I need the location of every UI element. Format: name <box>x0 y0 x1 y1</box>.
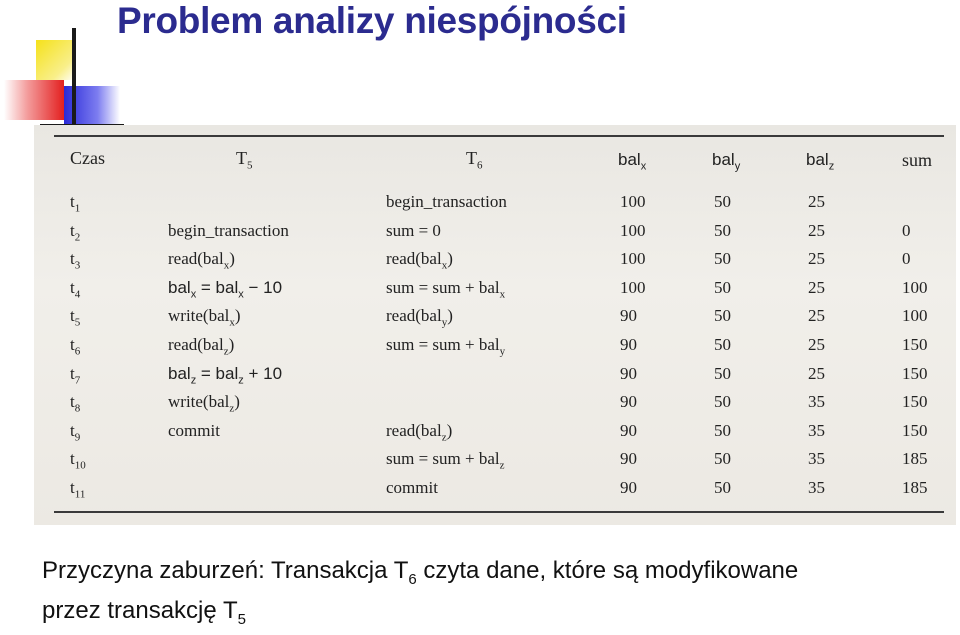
sum-value-cell: 185 <box>902 478 928 497</box>
balz-value-cell: 25 <box>808 192 825 211</box>
baly-value-cell: 50 <box>714 249 731 269</box>
balx-value-cell: 100 <box>620 277 646 297</box>
balx-value-cell: 90 <box>620 363 637 383</box>
baly-value-cell: 50 <box>714 220 731 240</box>
balz-value-cell: 25 <box>808 249 825 269</box>
baly-value-cell: 50 <box>714 392 731 412</box>
time-cell: $t_2$ <box>70 220 81 243</box>
time-cell: $t_{11}$ <box>70 478 86 501</box>
baly-value-cell: 50 <box>714 449 731 469</box>
balz-value-cell: 35 <box>808 449 825 469</box>
t6-operation-cell: sum = sum + bal$_z$ <box>386 449 505 472</box>
balz-value-cell: 35 <box>808 420 825 440</box>
t5-operation-cell: bal$_x$ = bal$_x$ − 10 <box>168 277 283 301</box>
baly-value-cell: 50 <box>714 192 731 211</box>
balx-value-cell: 90 <box>620 306 637 326</box>
time-cell: $t_3$ <box>70 249 81 272</box>
balx-value-cell: 90 <box>620 392 637 412</box>
baly-value-cell: 50 <box>714 363 731 383</box>
t6-operation-cell: sum = sum + bal$_x$ <box>386 277 506 301</box>
t6-operation-cell: read(bal$_x$) <box>386 249 453 272</box>
sum-value-cell: 100 <box>902 306 928 326</box>
t5-operation-cell: read(bal$_z$) <box>168 335 235 358</box>
header-t5: $T_5$ <box>236 148 253 172</box>
sum-value-cell: 150 <box>902 363 928 383</box>
balx-value-cell: 100 <box>620 249 646 269</box>
header-balz: bal$_z$ <box>806 150 835 173</box>
balx-value-cell: 90 <box>620 420 637 440</box>
sum-value-cell: 150 <box>902 335 928 354</box>
balz-value-cell: 25 <box>808 335 825 354</box>
t6-operation-cell: read(bal$_z$) <box>386 420 453 444</box>
time-cell: $t_9$ <box>70 420 81 444</box>
t5-operation-cell: bal$_z$ = bal$_z$ + 10 <box>168 363 283 386</box>
time-cell: $t_{10}$ <box>70 449 86 472</box>
t5-operation-cell: read(bal$_x$) <box>168 249 235 272</box>
balz-value-cell: 35 <box>808 392 825 412</box>
sum-value-cell: 0 <box>902 220 911 240</box>
sum-value-cell: 100 <box>902 277 928 297</box>
sum-value-cell: 150 <box>902 392 928 412</box>
balz-value-cell: 25 <box>808 220 825 240</box>
t6-operation-cell: sum = sum + bal$_y$ <box>386 335 506 358</box>
t5-operation-cell: write(bal$_x$) <box>168 306 241 329</box>
balx-value-cell: 100 <box>620 220 646 240</box>
header-czas: Czas <box>70 148 105 168</box>
time-cell: $t_8$ <box>70 392 81 415</box>
caption: Przyczyna zaburzeń: Transakcja $T_6$ czyta dane, które są modyfikowane przez transakcję $T_5$ <box>42 557 799 628</box>
t6-operation-cell: commit <box>386 478 438 497</box>
header-balx: bal$_x$ <box>618 150 647 173</box>
baly-value-cell: 50 <box>714 277 731 297</box>
baly-value-cell: 50 <box>714 420 731 440</box>
time-cell: $t_1$ <box>70 192 81 215</box>
t6-operation-cell: begin_transaction <box>386 192 507 211</box>
t5-operation-cell: write(bal$_z$) <box>168 392 240 415</box>
sum-value-cell: 0 <box>902 249 911 269</box>
balx-value-cell: 100 <box>620 192 646 211</box>
header-baly: bal$_y$ <box>712 150 741 173</box>
schedule-table <box>34 125 956 525</box>
time-cell: $t_6$ <box>70 335 81 358</box>
balx-value-cell: 90 <box>620 449 637 469</box>
scanned-table-image <box>34 125 956 525</box>
balx-value-cell: 90 <box>620 478 637 497</box>
t5-operation-cell: begin_transaction <box>168 220 289 240</box>
balx-value-cell: 90 <box>620 335 637 354</box>
baly-value-cell: 50 <box>714 335 731 354</box>
header-sum: sum <box>902 150 933 170</box>
time-cell: $t_4$ <box>70 277 81 301</box>
sum-value-cell: 150 <box>902 420 928 440</box>
balz-value-cell: 25 <box>808 363 825 383</box>
t6-operation-cell: sum = 0 <box>386 220 441 240</box>
baly-value-cell: 50 <box>714 478 731 497</box>
t5-operation-cell: commit <box>168 420 220 440</box>
time-cell: $t_7$ <box>70 363 81 386</box>
balz-value-cell: 25 <box>808 306 825 326</box>
time-cell: $t_5$ <box>70 306 81 329</box>
balz-value-cell: 25 <box>808 277 825 297</box>
sum-value-cell: 185 <box>902 449 928 469</box>
balz-value-cell: 35 <box>808 478 825 497</box>
t6-operation-cell: read(bal$_y$) <box>386 306 453 329</box>
slide-title: Problem analizy niespójności <box>117 0 627 41</box>
baly-value-cell: 50 <box>714 306 731 326</box>
header-t6: $T_6$ <box>466 148 483 172</box>
decorative-logo <box>0 28 130 138</box>
